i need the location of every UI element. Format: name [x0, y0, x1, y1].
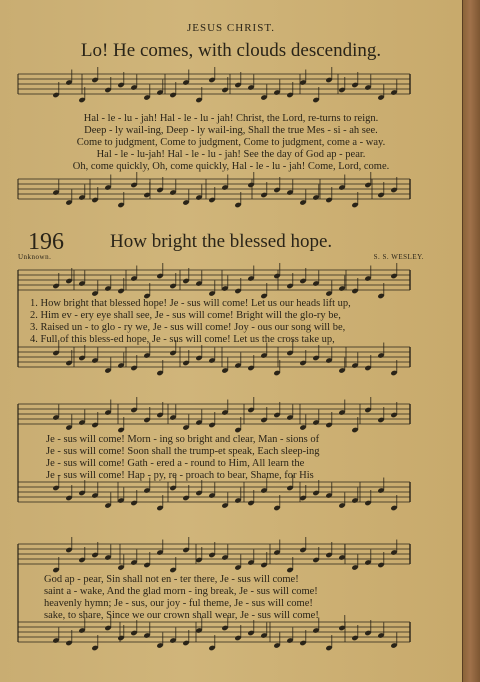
composer-credit: S. S. WESLEY.	[373, 253, 424, 261]
section-header: JESUS CHRIST.	[187, 22, 275, 34]
lyric-line: Oh, come quickly, Oh, come quickly, Hal - le - lu - jah! Come, Lord, come.	[72, 161, 390, 172]
verse-line: Je - sus will come! Morn - ing so bright and clear, Man - sions of	[46, 434, 320, 445]
author-credit: Unknown.	[18, 253, 52, 261]
book-spine	[462, 0, 480, 682]
lyric-line: Hal - le - lu-jah! Hal - le - lu - jah! See the day of God ap - pear.	[96, 149, 366, 160]
verse-line: 1. How bright that blessed hope! Je - sus will come! Let us our heads lift up,	[30, 298, 351, 309]
verse-line: Je - sus will come! Soon shall the trump-et speak, Each sleep-ing	[46, 446, 320, 457]
hymn-b-title: How bright the blessed hope.	[110, 231, 333, 252]
lyric-line: Hal - le - lu - jah! Hal - le - lu - jah! Christ, the Lord, re-turns to reign.	[83, 113, 379, 124]
hymn-a-title: Lo! He comes, with clouds descending.	[80, 40, 382, 61]
lyric-line: Deep - ly wail-ing, Deep - ly wail-ing, Shall the true Mes - si - ah see.	[84, 125, 378, 136]
verse-line: 4. Full of this bless-ed hope, Je - sus will come! Let us the cross take up,	[30, 334, 335, 345]
verse-line: sake, to share, Since we our crown shall wear, Je - sus will come!	[44, 610, 319, 621]
verse-line: saint a - wake, And the glad morn - ing break, Je - sus will come!	[44, 586, 318, 597]
verse-line: Je - sus will come! Hap - py, re - proach to bear, Shame, for His	[46, 470, 314, 481]
verse-line: 3. Raised un - to glo - ry we, Je - sus will come! Joy - ous our song will be,	[30, 322, 346, 333]
verse-line: heavenly hymn; Je - sus, our joy - ful theme, Je - sus will come!	[44, 598, 313, 609]
verse-line: 2. Him ev - ery eye shall see, Je - sus will come! Bright will the glo-ry be,	[30, 310, 341, 321]
hymn-number: 196	[28, 229, 64, 255]
lyric-line: Come to judgment, Come to judgment, Come to judgment, come a - way.	[76, 137, 386, 148]
verse-line: God ap - pear, Sin shall not en - ter there, Je - sus will come!	[44, 574, 299, 585]
verse-line: Je - sus will come! Gath - ered a - round to Him, All learn the	[46, 458, 305, 469]
